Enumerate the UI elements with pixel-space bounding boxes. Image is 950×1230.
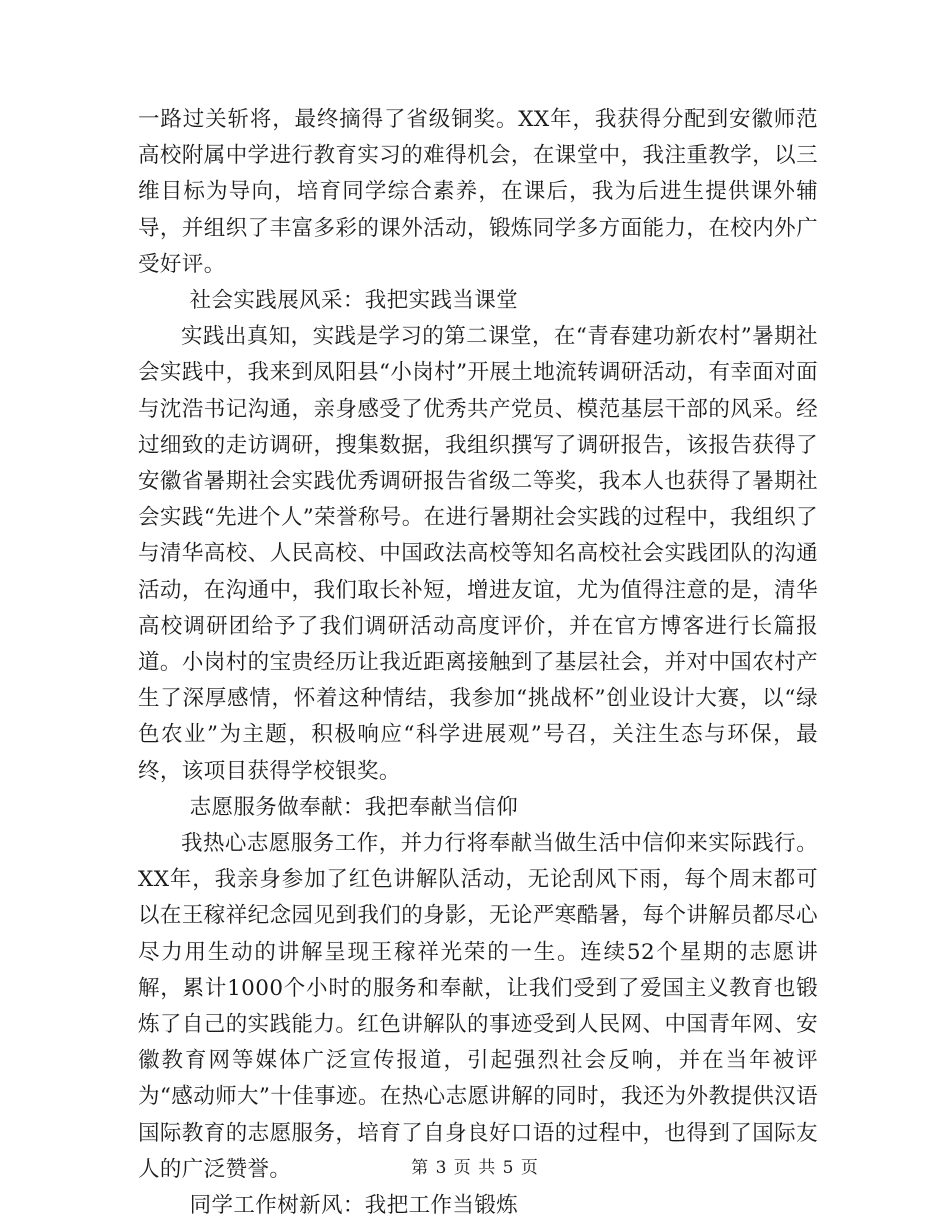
section-heading-student-work: 同学工作树新风：我把工作当锻炼 — [189, 1193, 519, 1219]
paragraph-volunteer-service: 我热心志愿服务工作，并力行将奉献当做生活中信仰来实际践行。XX年，我亲身参加了红色讲解队活动，无论刮风下雨，每个周末都可以在王稼祥纪念园见到我们的身影，无论严寒酷暑，每个讲解员都尽心尽力用生动的讲解呈现王稼祥光荣的一生。连续52个星期的志愿讲解，累计1000个小时的服务和奉献，让我们受到了爱国主义教育也锻炼了自己的实践能力。红色讲解队的事迹受到人民网、中国青年网、安徽教育网等媒体广泛宣传报道，引起强烈社会反响，并在当年被评为“感动师大”十佳事迹。在热心志愿讲解的同时，我还为外教提供汉语国际教育的志愿服务，培育了自身良好口语的过程中，也得到了国际友人的广泛赞誉。 — [138, 831, 818, 1182]
page-number-footer: 第 3 页 共 5 页 — [411, 1158, 539, 1178]
document-body — [138, 102, 818, 1224]
paragraph-social-practice: 实践出真知，实践是学习的第二课堂，在“青春建功新农村”暑期社会实践中，我来到凤阳县“小岗村”开展土地流转调研活动，有幸面对面与沈浩书记沟通，亲身感受了优秀共产党员、模范基层干部的风采。经过细致的走访调研，搜集数据，我组织撰写了调研报告，该报告获得了安徽省暑期社会实践优秀调研报告省级二等奖，我本人也获得了暑期社会实践“先进个人”荣誉称号。在进行暑期社会实践的过程中，我组织了与清华高校、人民高校、中国政法高校等知名高校社会实践团队的沟通活动，在沟通中，我们取长补短，增进友谊，尤为值得注意的是，清华高校调研团给予了我们调研活动高度评价，并在官方博客进行长篇报道。小岗村的宝贵经历让我近距离接触到了基层社会，并对中国农村产生了深厚感情，怀着这种情结，我参加“挑战杯”创业设计大赛，以“绿色农业”为主题，积极响应“科学进展观”号召，关注生态与环保，最终，该项目获得学校银奖。 — [138, 324, 818, 784]
section-heading-volunteer-service: 志愿服务做奉献：我把奉献当信仰 — [189, 794, 519, 820]
section-heading-social-practice: 社会实践展风采：我把实践当课堂 — [189, 288, 519, 314]
paragraph-internship: 一路过关斩将，最终摘得了省级铜奖。XX年，我获得分配到安徽师范高校附属中学进行教育实习的难得机会，在课堂中，我注重教学，以三维目标为导向，培育同学综合素养，在课后，我为后进生提供课外辅导，并组织了丰富多彩的课外活动，锻炼同学多方面能力，在校内外广受好评。 — [138, 107, 818, 277]
